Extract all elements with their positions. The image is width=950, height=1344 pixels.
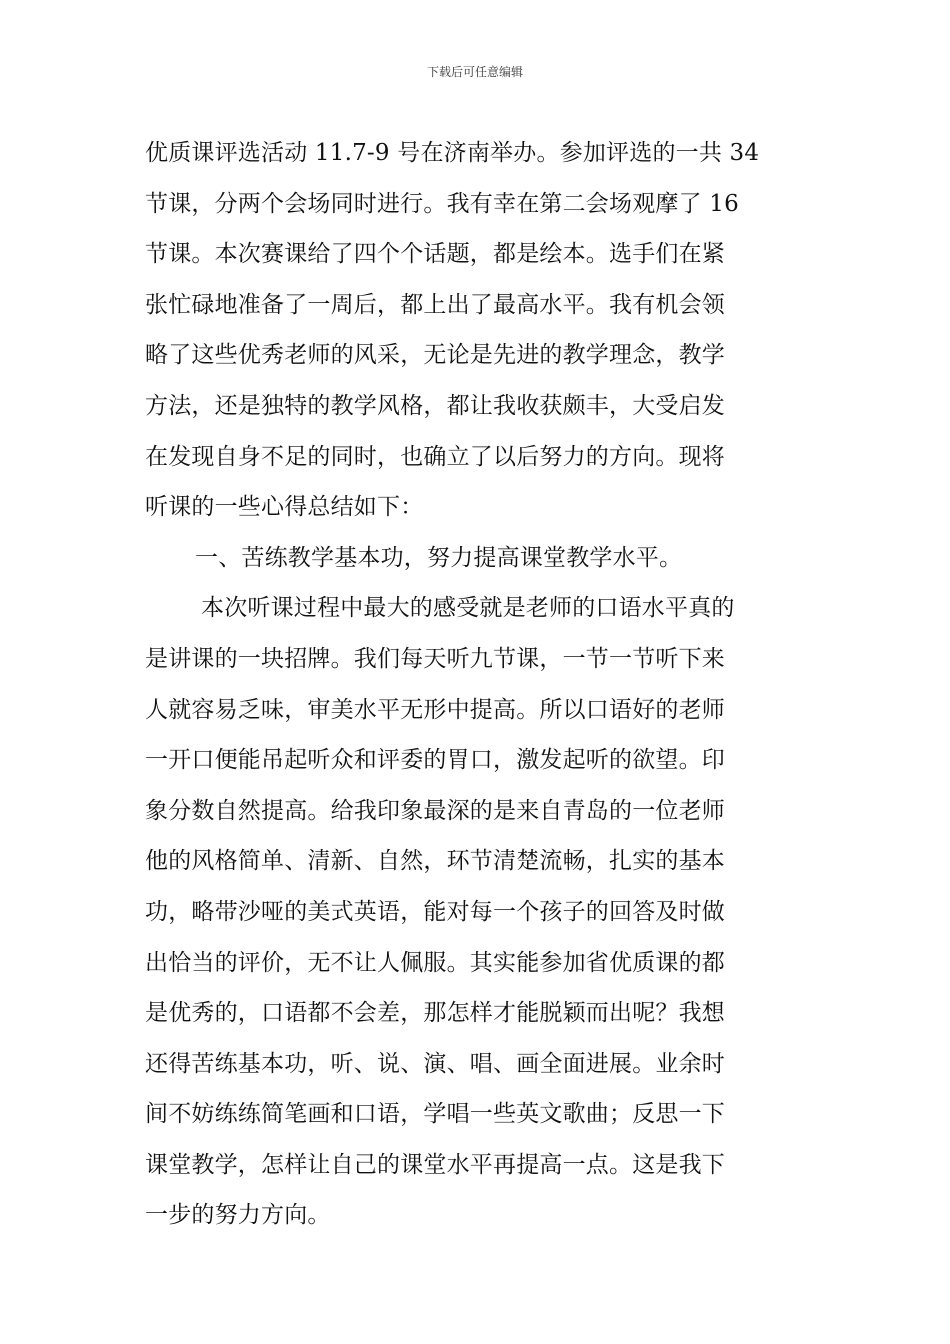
text-line: 他的风格简单、清新、自然，环节清楚流畅，扎实的基本 bbox=[145, 848, 725, 875]
text-line: 课堂教学，怎样让自己的课堂水平再提高一点。这是我下 bbox=[145, 1151, 725, 1178]
text-line: 节课，分两个会场同时进行。我有幸在第二会场观摩了 16 bbox=[145, 190, 739, 217]
page-header: 下载后可任意编辑 bbox=[426, 65, 523, 79]
text-line: 一步的努力方向。 bbox=[145, 1202, 331, 1229]
text-line: 张忙碌地准备了一周后，都上出了最高水平。我有机会领 bbox=[145, 291, 725, 318]
text-line: 方法，还是独特的教学风格，都让我收获颇丰，大受启发 bbox=[145, 392, 725, 419]
text-line: 间不妨练练简笔画和口语，学唱一些英文歌曲；反思一下 bbox=[145, 1101, 725, 1128]
text-line: 象分数自然提高。给我印象最深的是来自青岛的一位老师 bbox=[145, 797, 725, 824]
text-line: 节课。本次赛课给了四个个话题，都是绘本。选手们在紧 bbox=[145, 241, 725, 268]
text-line: 出恰当的评价，无不让人佩服。其实能参加省优质课的都 bbox=[145, 949, 725, 976]
document-body bbox=[145, 128, 815, 1241]
section-heading: 一、苦练教学基本功，努力提高课堂教学水平。 bbox=[195, 544, 683, 571]
text-line: 人就容易乏味，审美水平无形中提高。所以口语好的老师 bbox=[145, 696, 725, 723]
text-line: 功，略带沙哑的美式英语，能对每一个孩子的回答及时做 bbox=[145, 898, 725, 925]
text-line: 还得苦练基本功，听、说、演、唱、画全面进展。业余时 bbox=[145, 1050, 725, 1077]
text-line: 本次听课过程中最大的感受就是老师的口语水平真的 bbox=[201, 595, 735, 622]
text-line: 听课的一些心得总结如下： bbox=[145, 494, 424, 521]
text-line: 一开口便能吊起听众和评委的胃口，激发起听的欲望。印 bbox=[145, 747, 725, 774]
text-line: 优质课评选活动 11.7-9 号在济南举办。参加评选的一共 34 bbox=[145, 140, 760, 166]
text-line: 是优秀的，口语都不会差，那怎样才能脱颖而出呢？我想 bbox=[145, 1000, 725, 1027]
text-line: 是讲课的一块招牌。我们每天听九节课，一节一节听下来 bbox=[145, 645, 725, 672]
text-line: 在发现自身不足的同时，也确立了以后努力的方向。现将 bbox=[145, 443, 725, 470]
text-line: 略了这些优秀老师的风采，无论是先进的教学理念，教学 bbox=[145, 342, 725, 369]
